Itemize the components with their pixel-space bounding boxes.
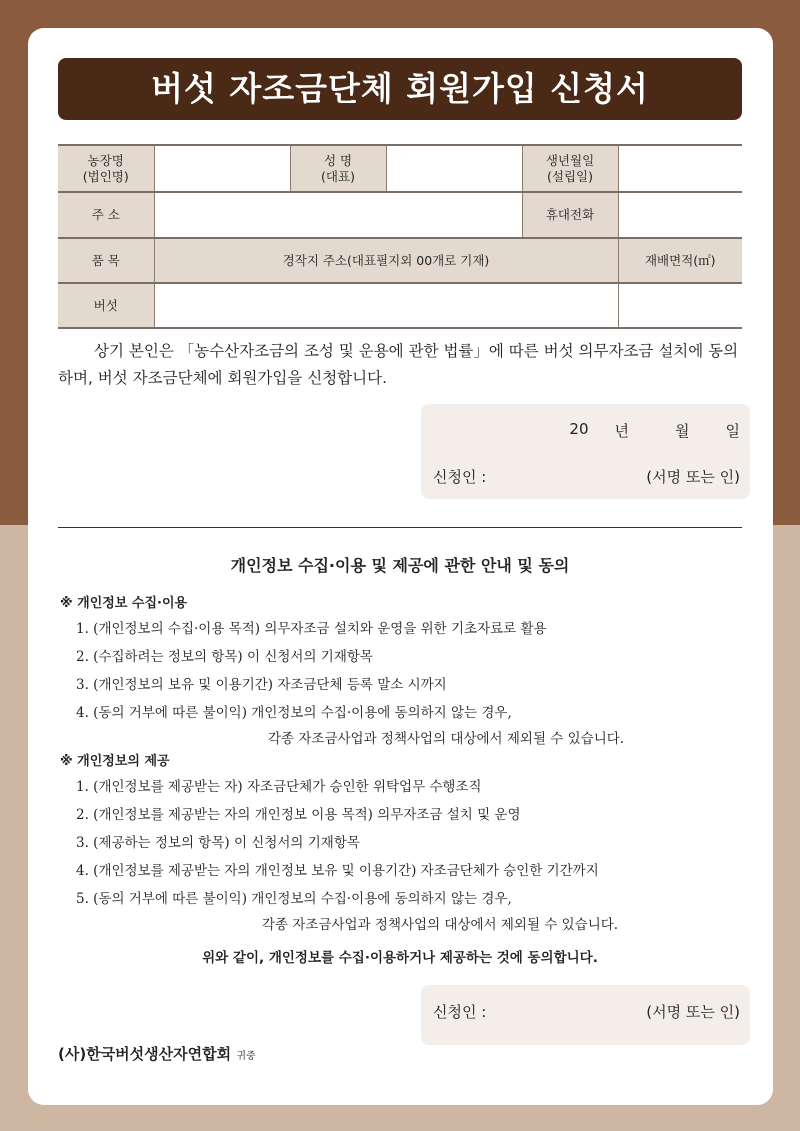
label-farm-address: 경작지 주소(대표필지외 00개로 기재): [154, 238, 618, 283]
form-title: 버섯 자조금단체 회원가입 신청서: [58, 58, 742, 120]
provide-item: 1. (개인정보를 제공받는 자) 자조금단체가 승인한 위탁업무 수행조직: [76, 779, 482, 795]
label-mushroom: 버섯: [58, 283, 154, 328]
farm-address-field[interactable]: [154, 283, 618, 328]
organization-suffix: 귀중: [236, 1051, 256, 1062]
label-name: 성 명 (대표): [290, 145, 386, 192]
applicant-label: 신청인 :: [433, 468, 487, 486]
privacy-heading: 개인정보 수집·이용 및 제공에 관한 안내 및 동의: [230, 556, 570, 575]
sign-box-2: [421, 985, 750, 1045]
signature-field[interactable]: (서명 또는 인): [646, 1003, 740, 1021]
phone-field[interactable]: [618, 192, 742, 238]
provide-item: 각종 자조금사업과 정책사업의 대상에서 제외될 수 있습니다.: [262, 917, 619, 933]
provide-title: ※ 개인정보의 제공: [60, 754, 170, 769]
organization: [58, 1043, 256, 1064]
birth-field[interactable]: [618, 145, 742, 192]
consent-text: 위와 같이, 개인정보를 수집·이용하거나 제공하는 것에 동의합니다.: [202, 950, 598, 966]
label-area: 재배면적(㎡): [618, 238, 742, 283]
label-item: 품 목: [58, 238, 154, 283]
collect-item: 4. (동의 거부에 따른 불이익) 개인정보의 수집·이용에 동의하지 않는 경우,: [76, 705, 512, 721]
collect-item: 2. (수집하려는 정보의 항목) 이 신청서의 기재항목: [76, 649, 373, 665]
label-birth: 생년월일 (설립일): [522, 145, 618, 192]
date-day: 일: [725, 422, 740, 440]
date-prefix: 20: [569, 420, 589, 438]
provide-item: 5. (동의 거부에 따른 불이익) 개인정보의 수집·이용에 동의하지 않는 경우,: [76, 891, 512, 907]
applicant-label: 신청인 :: [433, 1003, 487, 1021]
collect-item: 1. (개인정보의 수집·이용 목적) 의무자조금 설치와 운영을 위한 기초자료로 활용: [76, 621, 547, 637]
label-phone: 휴대전화: [522, 192, 618, 238]
collect-title: ※ 개인정보 수집·이용: [60, 596, 188, 611]
farm-name-field[interactable]: [154, 145, 290, 192]
provide-item: 2. (개인정보를 제공받는 자의 개인정보 이용 목적) 의무자조금 설치 및 운영: [76, 807, 521, 823]
provide-item: 3. (제공하는 정보의 항목) 이 신청서의 기재항목: [76, 835, 360, 851]
statement: 상기 본인은 「농수산자조금의 조성 및 운용에 관한 법률」에 따른 버섯 의무자조금 설치에 동의하며, 버섯 자조금단체에 회원가입을 신청합니다.: [58, 342, 739, 387]
application-table: [58, 144, 742, 329]
organization-name: (사)한국버섯생산자연합회: [58, 1045, 232, 1063]
label-address: 주 소: [58, 192, 154, 238]
date-year: 년: [614, 422, 629, 440]
provide-item: 4. (개인정보를 제공받는 자의 개인정보 보유 및 이용기간) 자조금단체가 승인한 기간까지: [76, 863, 599, 879]
address-field[interactable]: [154, 192, 522, 238]
collect-item: 3. (개인정보의 보유 및 이용기간) 자조금단체 등록 말소 시까지: [76, 677, 447, 693]
sign-box-1: [421, 404, 750, 499]
collect-item: 각종 자조금사업과 정책사업의 대상에서 제외될 수 있습니다.: [268, 731, 625, 747]
divider: [58, 527, 742, 528]
name-field[interactable]: [386, 145, 522, 192]
area-field[interactable]: [618, 283, 742, 328]
label-farm-name: 농장명 (법인명): [58, 145, 154, 192]
date-month: 월: [675, 422, 690, 440]
signature-field[interactable]: (서명 또는 인): [646, 468, 740, 486]
